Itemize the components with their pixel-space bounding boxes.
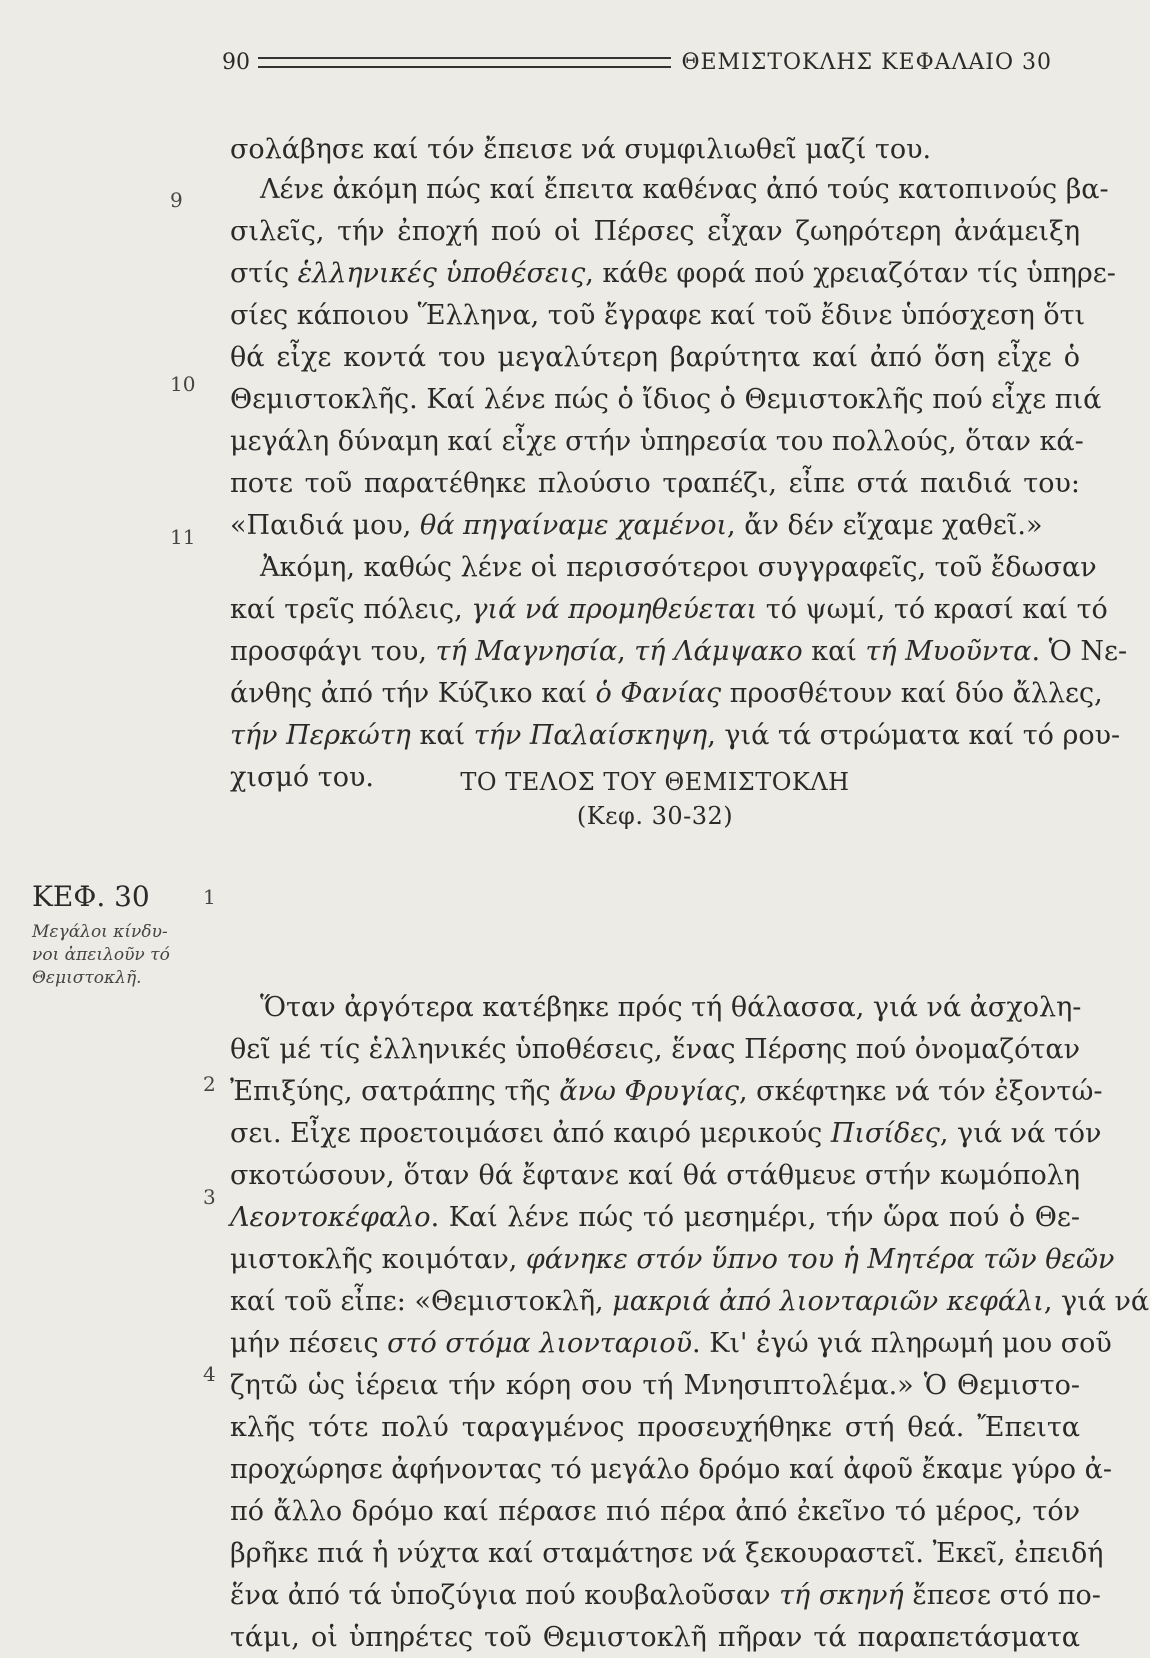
text-line: τάμι, οἱ ὑπηρέτες τοῦ Θεμιστοκλῆ πῆραν τά παραπετάσματα bbox=[230, 1622, 1080, 1653]
italic-phrase: ἄνω Φρυγίας bbox=[559, 1076, 740, 1107]
chapter-sidebar bbox=[32, 880, 172, 990]
text-line: χισμό του. bbox=[230, 762, 374, 793]
italic-phrase: τήν Παλαίσκηψη bbox=[473, 720, 708, 751]
text-line: καί τρεῖς πόλεις, γιά νά προμηθεύεται τό ψωμί, τό κρασί καί τό bbox=[230, 594, 1108, 625]
text-line: Λεοντοκέφαλο. Καί λένε πώς τό μεσημέρι, τήν ὥρα πού ὁ Θε- bbox=[230, 1202, 1080, 1233]
text-line: βρῆκε πιά ἡ νύχτα καί σταμάτησε νά ξεκουραστεῖ. Ἐκεῖ, ἐπειδή bbox=[230, 1538, 1104, 1569]
text-line: Ὅταν ἀργότερα κατέβηκε πρός τή θάλασσα, γιά νά ἀσχολη- bbox=[260, 992, 1082, 1023]
text-line: θά εἶχε κοντά του μεγαλύτερη βαρύτητα καί ἀπό ὅση εἶχε ὁ bbox=[230, 342, 1080, 373]
text-line: μιστοκλῆς κοιμόταν, φάνηκε στόν ὕπνο του ἡ Μητέρα τῶν θεῶν bbox=[230, 1244, 1115, 1275]
page-header bbox=[222, 42, 1052, 82]
chapter-note-line: Μεγάλοι κίνδυ- bbox=[32, 922, 168, 942]
text-line: Λένε ἀκόμη πώς καί ἔπειτα καθένας ἀπό τούς κατοπινούς βα- bbox=[260, 174, 1109, 205]
chapter-note bbox=[32, 921, 172, 990]
italic-phrase: ἑλληνικές ὑποθέσεις bbox=[297, 258, 586, 289]
text-line: Ἐπιξύης, σατράπης τῆς ἄνω Φρυγίας, σκέφτηκε νά τόν ἐξοντώ- bbox=[230, 1076, 1103, 1107]
paragraph-number: 3 bbox=[203, 1185, 216, 1209]
italic-phrase: Λεοντοκέφαλο bbox=[230, 1202, 431, 1233]
italic-phrase: στό στόμα λιονταριοῦ bbox=[387, 1328, 693, 1359]
italic-phrase: τήν Περκώτη bbox=[230, 720, 411, 751]
text-line: ἕνα ἀπό τά ὑποζύγια πού κουβαλοῦσαν τή σκηνή ἔπεσε στό πο- bbox=[230, 1580, 1101, 1611]
paragraph-number: 4 bbox=[203, 1362, 216, 1386]
paragraph-number: 2 bbox=[203, 1072, 216, 1096]
italic-phrase: φάνηκε στόν ὕπνο του ἡ Μητέρα τῶν θεῶν bbox=[525, 1244, 1115, 1275]
chapter-note-line: Θεμιστοκλῆ. bbox=[32, 968, 142, 988]
text-line: Ἀκόμη, καθώς λένε οἱ περισσότεροι συγγραφεῖς, τοῦ ἔδωσαν bbox=[260, 552, 1097, 583]
text-line: στίς ἑλληνικές ὑποθέσεις, κάθε φορά πού χρειαζόταν τίς ὑπηρε- bbox=[230, 258, 1116, 289]
paragraph-number: 11 bbox=[170, 525, 196, 549]
page-number: 90 bbox=[222, 49, 250, 75]
italic-phrase: ὁ Φανίας bbox=[595, 678, 722, 709]
chapter-label: ΚΕΦ. 30 bbox=[32, 880, 150, 913]
text-line: σίες κάποιου Ἕλληνα, τοῦ ἔγραφε καί τοῦ ἔδινε ὑπόσχεση ὅτι bbox=[230, 300, 1086, 331]
text-line: προχώρησε ἀφήνοντας τό μεγάλο δρόμο καί ἀφοῦ ἔκαμε γύρο ἀ- bbox=[230, 1454, 1112, 1485]
text-line: άνθης ἀπό τήν Κύζικο καί ὁ Φανίας προσθέτουν καί δύο ἄλλες, bbox=[230, 678, 1103, 709]
italic-phrase: τή σκηνή bbox=[779, 1580, 904, 1611]
paragraph-number: 1 bbox=[203, 885, 216, 909]
running-title: ΘΕΜΙΣΤΟΚΛΗΣ ΚΕΦΑΛΑΙΟ 30 bbox=[681, 49, 1052, 75]
italic-phrase: Πισίδες bbox=[830, 1118, 940, 1149]
text-line: «Παιδιά μου, θά πηγαίναμε χαμένοι, ἄν δέν εἴχαμε χαθεῖ.» bbox=[230, 510, 1043, 541]
text-line: Θεμιστοκλῆς. Καί λένε πώς ὁ ἴδιος ὁ Θεμιστοκλῆς πού εἶχε πιά bbox=[230, 384, 1102, 415]
italic-phrase: θά πηγαίναμε χαμένοι bbox=[419, 510, 728, 541]
italic-phrase: μακριά ἀπό λιονταριῶν κεφάλι bbox=[612, 1286, 1044, 1317]
paragraph-number: 10 bbox=[170, 372, 196, 396]
text-line: πό ἄλλο δρόμο καί πέρασε πιό πέρα ἀπό ἐκεῖνο τό μέρος, τόν bbox=[230, 1496, 1080, 1527]
italic-phrase: τή Μυοῦντα bbox=[865, 636, 1032, 667]
text-line: θεῖ μέ τίς ἑλληνικές ὑποθέσεις, ἕνας Πέρσης πού ὀνομαζόταν bbox=[230, 1034, 1080, 1065]
text-line: καί τοῦ εἶπε: «Θεμιστοκλῆ, μακριά ἀπό λιονταριῶν κεφάλι, γιά νά bbox=[230, 1286, 1150, 1317]
italic-phrase: τή Λάμψακο bbox=[634, 636, 803, 667]
paragraph-number: 9 bbox=[170, 188, 183, 212]
text-line: μεγάλη δύναμη καί εἶχε στήν ὑπηρεσία του πολλούς, ὅταν κά- bbox=[230, 426, 1084, 457]
text-line: προσφάγι του, τή Μαγνησία, τή Λάμψακο καί τή Μυοῦντα. Ὁ Νε- bbox=[230, 636, 1128, 667]
text-line: σκοτώσουν, ὅταν θά ἔφτανε καί θά στάθμευε στήν κωμόπολη bbox=[230, 1160, 1080, 1191]
italic-phrase: γιά νά προμηθεύεται bbox=[471, 594, 758, 625]
section-heading: ΤΟ ΤΕΛΟΣ ΤΟΥ ΘΕΜΙΣΤΟΚΛΗ bbox=[460, 768, 850, 796]
text-line: κλῆς τότε πολύ ταραγμένος προσευχήθηκε στή θεά. Ἔπειτα bbox=[230, 1412, 1080, 1443]
text-line: τήν Περκώτη καί τήν Παλαίσκηψη, γιά τά στρώματα καί τό ρου- bbox=[230, 720, 1121, 751]
header-rule bbox=[258, 57, 671, 68]
text-line: μήν πέσεις στό στόμα λιονταριοῦ. Κι' ἐγώ γιά πληρωμή μου σοῦ bbox=[230, 1328, 1112, 1359]
text-line: σολάβησε καί τόν ἔπεισε νά συμφιλιωθεῖ μαζί του. bbox=[230, 134, 932, 165]
section-subheading: (Κεφ. 30-32) bbox=[576, 802, 734, 830]
chapter-note-line: νοι ἀπειλοῦν τό bbox=[32, 945, 170, 965]
text-line: σει. Εἶχε προετοιμάσει ἀπό καιρό μερικούς Πισίδες, γιά νά τόν bbox=[230, 1118, 1102, 1149]
text-line: ποτε τοῦ παρατέθηκε πλούσιο τραπέζι, εἶπε στά παιδιά του: bbox=[230, 468, 1080, 499]
text-line: ζητῶ ὡς ἱέρεια τήν κόρη σου τή Μνησιπτολέμα.» Ὁ Θεμιστο- bbox=[230, 1370, 1080, 1401]
text-line: σιλεῖς, τήν ἐποχή πού οἱ Πέρσες εἶχαν ζωηρότερη ἀνάμειξη bbox=[230, 216, 1080, 247]
italic-phrase: τή Μαγνησία bbox=[435, 636, 618, 667]
